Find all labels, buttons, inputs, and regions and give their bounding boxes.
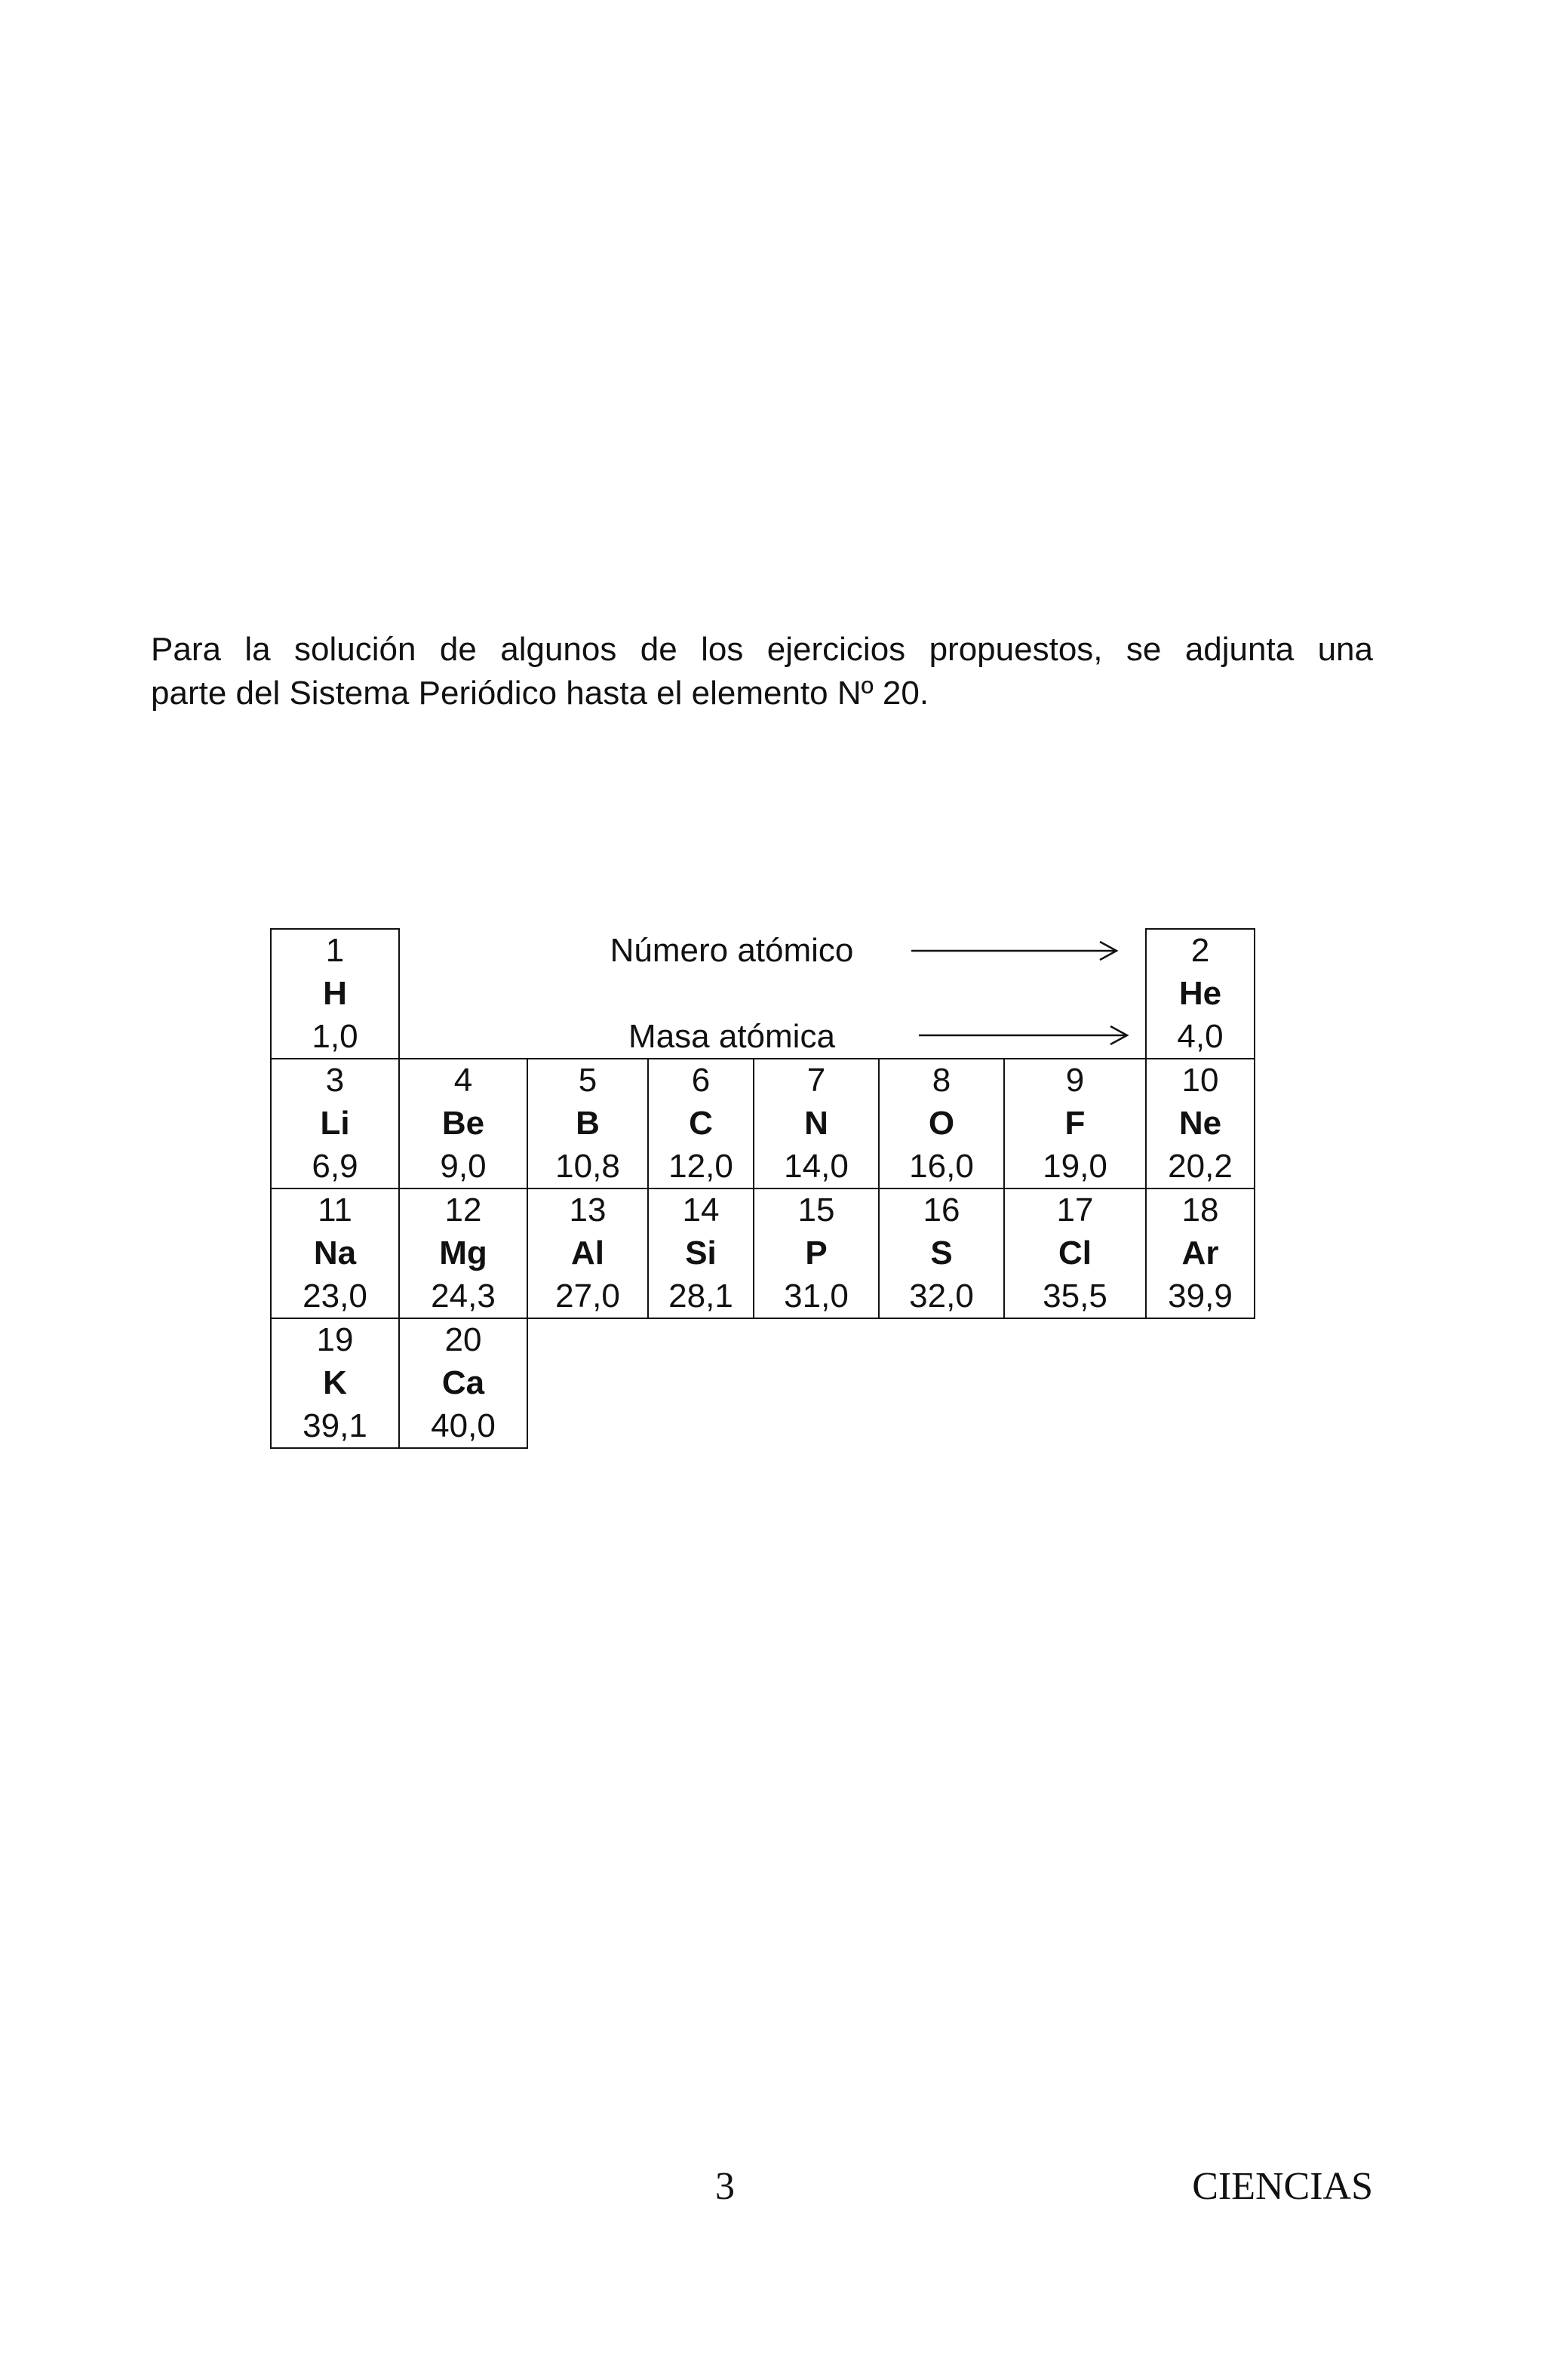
element-symbol: Cl [1058, 1235, 1092, 1271]
element-cell-b [527, 1058, 649, 1189]
element-symbol: N [804, 1105, 828, 1142]
element-cell-ne [1145, 1058, 1255, 1189]
atomic-number: 18 [1181, 1192, 1219, 1228]
atomic-mass: 40,0 [431, 1407, 496, 1444]
element-cell-li [270, 1058, 400, 1189]
element-symbol: Si [685, 1235, 717, 1271]
atomic-number: 1 [325, 932, 345, 969]
element-symbol: O [928, 1105, 955, 1142]
element-cell-si [647, 1188, 754, 1319]
element-symbol: Na [313, 1235, 357, 1271]
atomic-number: 9 [1065, 1062, 1085, 1099]
section-name: CIENCIAS [1192, 2165, 1373, 2208]
atomic-number: 16 [923, 1192, 960, 1228]
atomic-number-label: Número atómico [610, 932, 854, 969]
atomic-number: 14 [682, 1192, 720, 1228]
atomic-number: 13 [569, 1192, 607, 1228]
atomic-number: 6 [691, 1062, 711, 1099]
atomic-number: 3 [325, 1062, 345, 1099]
element-cell-f [1003, 1058, 1147, 1189]
atomic-number: 12 [444, 1192, 482, 1228]
atomic-mass: 1,0 [312, 1018, 358, 1055]
atomic-mass: 39,1 [303, 1407, 367, 1444]
element-cell-al [527, 1188, 649, 1319]
atomic-number: 4 [453, 1062, 473, 1099]
element-symbol: Li [320, 1105, 350, 1142]
atomic-mass-arrow-icon [913, 1020, 1132, 1050]
atomic-mass: 35,5 [1043, 1278, 1107, 1315]
atomic-mass: 14,0 [784, 1148, 849, 1185]
atomic-mass: 24,3 [431, 1278, 496, 1315]
intro-line-1: Para la solución de algunos de los ejercicios propuestos, se adjunta una [151, 631, 1373, 668]
element-cell-o [878, 1058, 1005, 1189]
element-cell-na [270, 1188, 400, 1319]
atomic-number: 5 [578, 1062, 597, 1099]
element-symbol: Mg [439, 1235, 487, 1271]
atomic-number: 17 [1056, 1192, 1094, 1228]
element-cell-ar [1145, 1188, 1255, 1319]
element-cell-mg [398, 1188, 528, 1319]
atomic-mass: 23,0 [303, 1278, 367, 1315]
element-symbol: He [1178, 975, 1222, 1012]
element-symbol: K [323, 1364, 347, 1401]
atomic-number: 11 [318, 1192, 352, 1228]
element-cell-cl [1003, 1188, 1147, 1319]
element-symbol: H [323, 975, 347, 1012]
atomic-mass-label: Masa atómica [628, 1018, 835, 1055]
atomic-mass: 4,0 [1177, 1018, 1224, 1055]
atomic-mass: 31,0 [784, 1278, 849, 1315]
element-symbol: C [689, 1105, 713, 1142]
element-symbol: Ar [1181, 1235, 1219, 1271]
element-symbol: P [805, 1235, 828, 1271]
atomic-mass: 27,0 [555, 1278, 620, 1315]
atomic-number: 2 [1190, 932, 1210, 969]
element-cell-h [270, 928, 400, 1059]
intro-paragraph [151, 628, 1373, 715]
atomic-mass: 9,0 [440, 1148, 487, 1185]
element-symbol: S [930, 1235, 953, 1271]
element-cell-ca [398, 1318, 528, 1449]
atomic-mass: 16,0 [909, 1148, 974, 1185]
element-cell-c [647, 1058, 754, 1189]
element-symbol: Ne [1178, 1105, 1222, 1142]
element-cell-n [753, 1058, 880, 1189]
intro-line-2: parte del Sistema Periódico hasta el elemento Nº 20. [151, 675, 929, 712]
element-symbol: B [576, 1105, 600, 1142]
element-symbol: Ca [441, 1364, 485, 1401]
atomic-number: 10 [1181, 1062, 1219, 1099]
atomic-mass: 39,9 [1168, 1278, 1233, 1315]
atomic-mass: 19,0 [1043, 1148, 1107, 1185]
element-cell-he [1145, 928, 1255, 1059]
page-number: 3 [715, 2165, 735, 2208]
atomic-mass: 10,8 [555, 1148, 620, 1185]
atomic-number: 20 [444, 1321, 482, 1358]
atomic-mass: 12,0 [668, 1148, 733, 1185]
atomic-mass: 6,9 [312, 1148, 358, 1185]
element-cell-p [753, 1188, 880, 1319]
element-cell-k [270, 1318, 400, 1449]
atomic-number: 15 [797, 1192, 835, 1228]
element-symbol: F [1064, 1105, 1086, 1142]
element-cell-s [878, 1188, 1005, 1319]
atomic-number: 19 [316, 1321, 354, 1358]
element-cell-be [398, 1058, 528, 1189]
atomic-mass: 32,0 [909, 1278, 974, 1315]
atomic-mass: 20,2 [1168, 1148, 1233, 1185]
element-symbol: Be [441, 1105, 485, 1142]
atomic-number: 8 [932, 1062, 951, 1099]
element-symbol: Al [571, 1235, 604, 1271]
atomic-number: 7 [806, 1062, 826, 1099]
atomic-number-arrow-icon [905, 936, 1124, 966]
atomic-mass: 28,1 [668, 1278, 733, 1315]
